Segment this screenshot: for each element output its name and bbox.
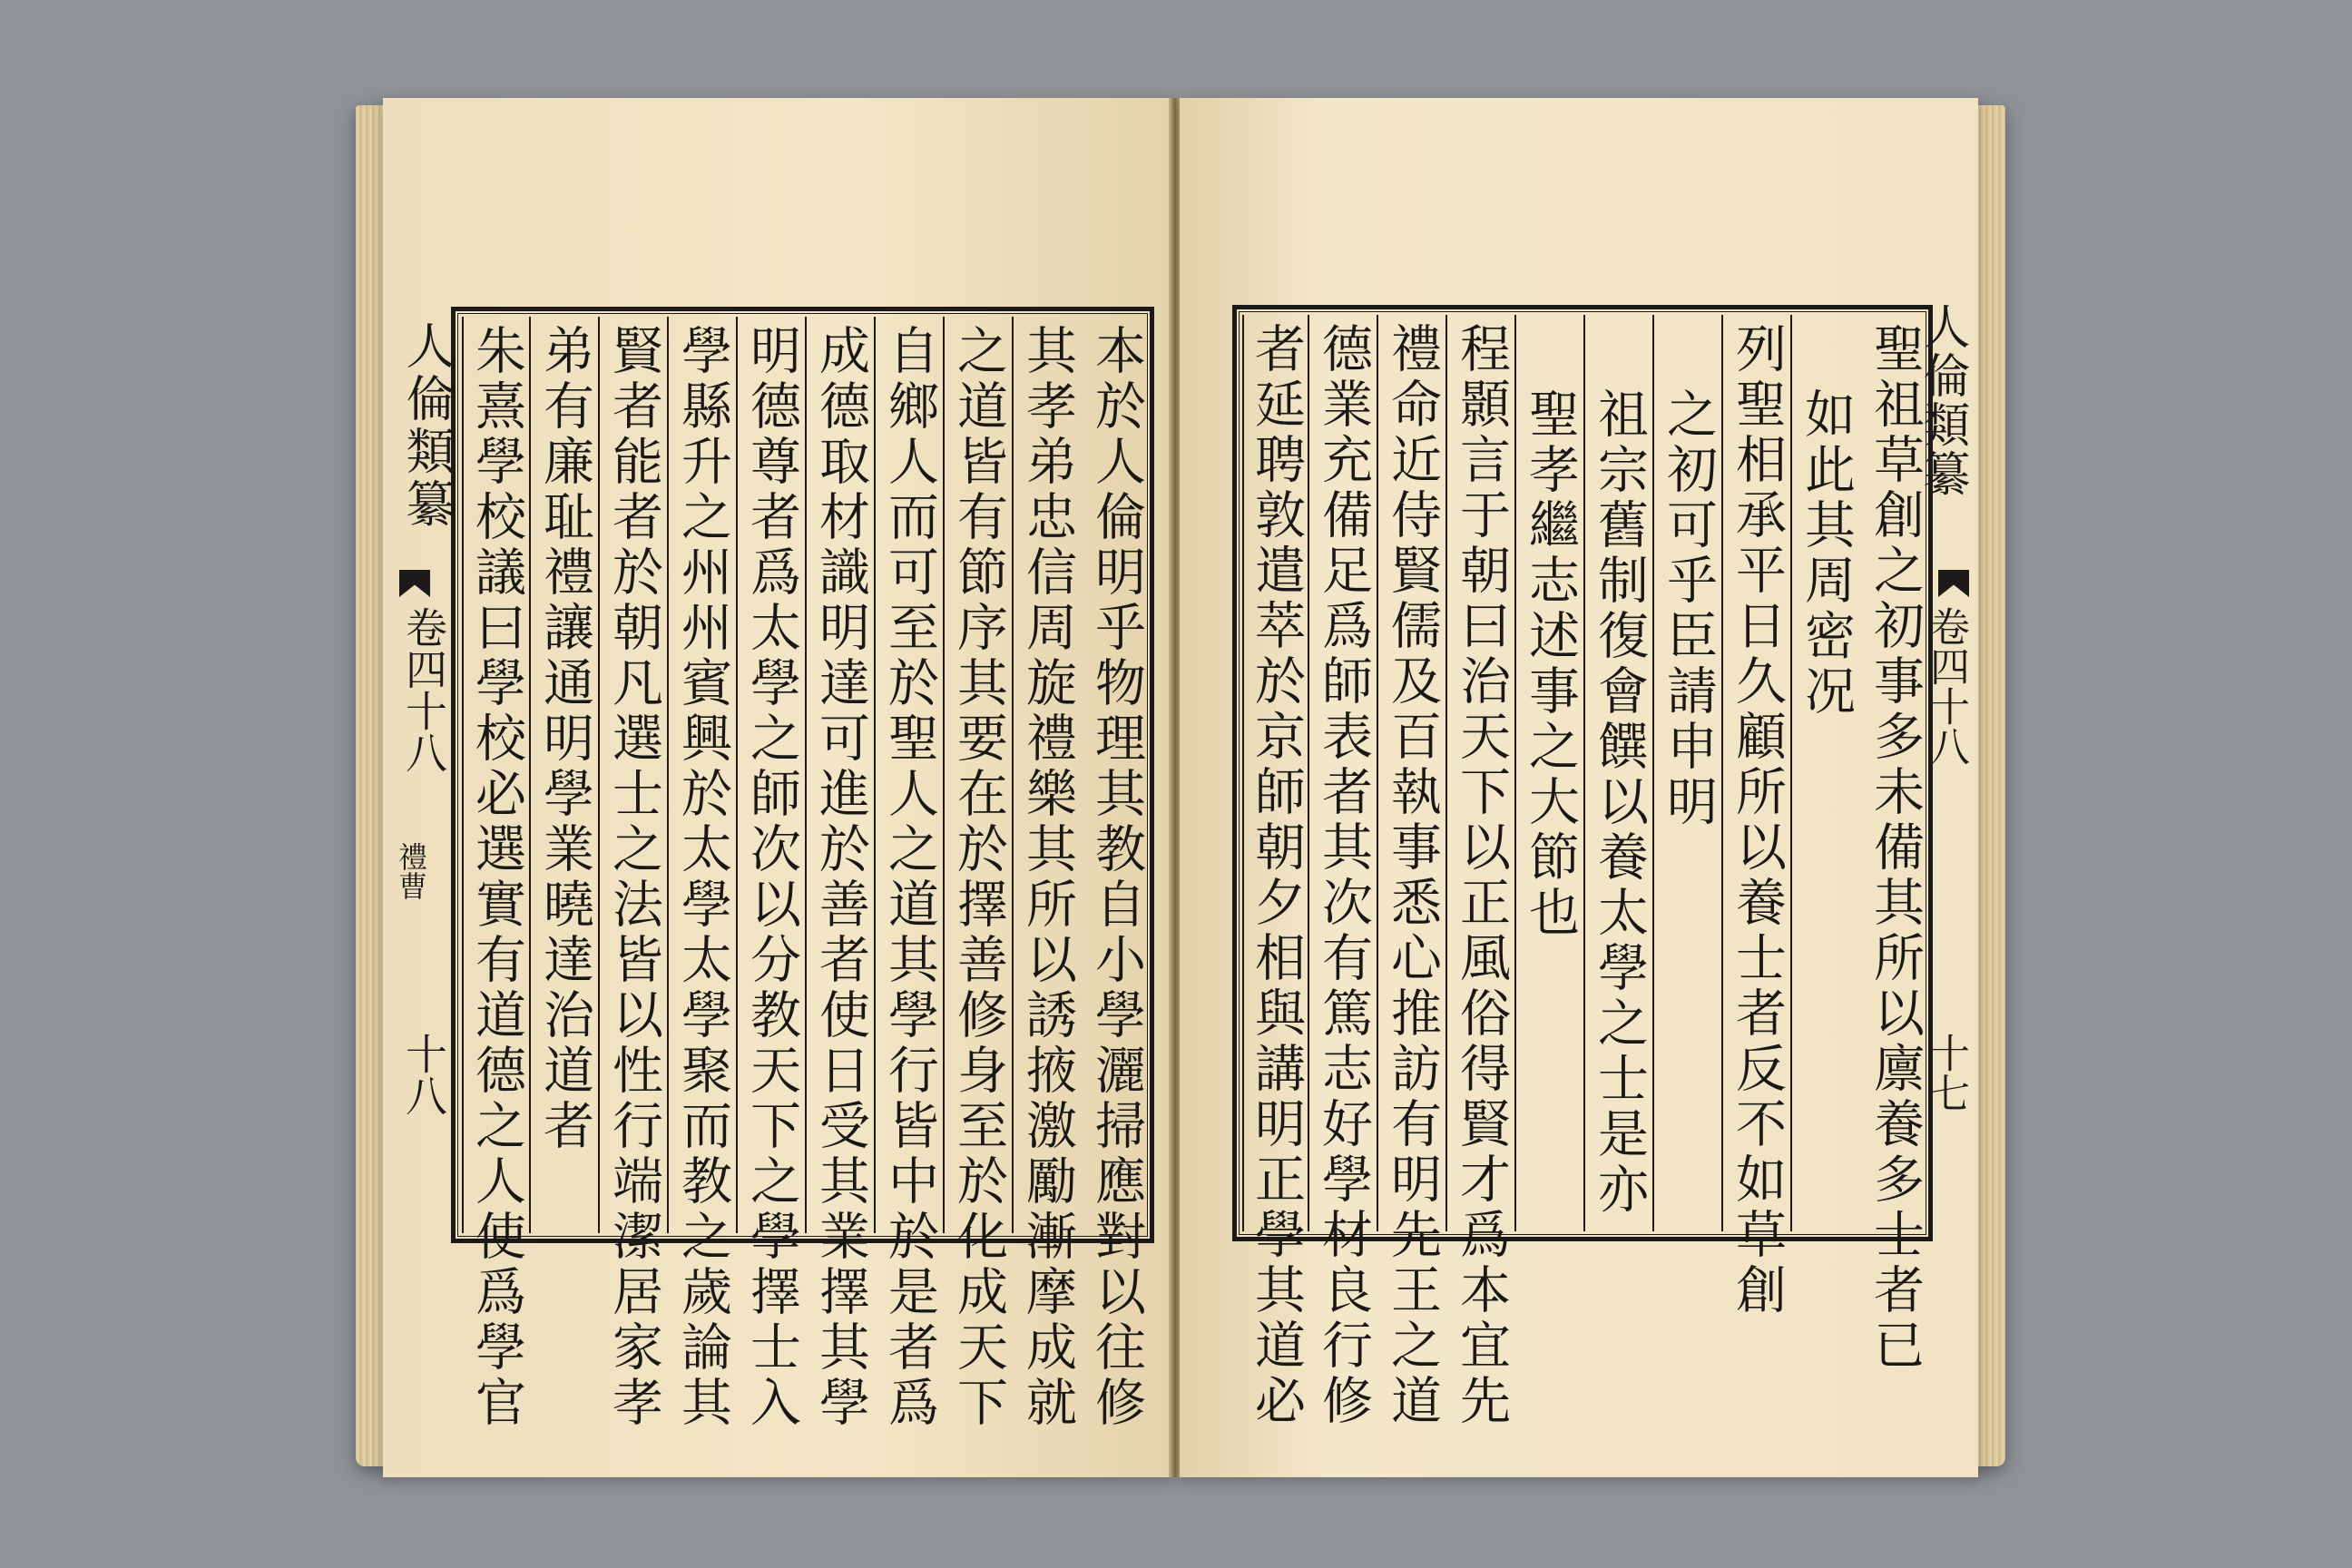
- column-text: 學縣升之州州賓興於太學太學聚而教之歲論其: [673, 324, 732, 1431]
- text-column: [667, 317, 736, 1431]
- margin-folio: 十八: [399, 1033, 448, 1116]
- text-column: [943, 317, 1012, 1431]
- column-text: 者延聘敦遣萃於京師朝夕相與講明正學其道必: [1247, 322, 1306, 1429]
- column-text: 德業充備足爲師表者其次有篤志好學材良行修: [1314, 322, 1373, 1429]
- text-column: [1083, 317, 1150, 1431]
- column-text: 賢者能者於朝凡選士之法皆以性行端潔居家孝: [604, 324, 663, 1431]
- column-text: 成德取材識明達可進於善者使日受其業擇其學: [811, 324, 870, 1431]
- right-page: [1180, 98, 1978, 1477]
- column-text: 明德尊者爲太學之師次以分教天下之學擇士入: [742, 324, 801, 1431]
- column-text: 之初可乎臣請申明: [1659, 387, 1718, 830]
- column-text: 之道皆有節序其要在於擇善修身至於化成天下: [949, 324, 1008, 1431]
- column-text: 本於人倫明乎物理其教自小學灑掃應對以往修: [1087, 324, 1146, 1431]
- column-text: 聖孝繼志述事之大節也: [1521, 387, 1580, 941]
- margin-book-title: 人倫類纂: [398, 320, 456, 531]
- margin-book-title: 人倫類纂: [1915, 302, 1969, 498]
- text-column: [1242, 315, 1308, 1429]
- text-column: [1308, 315, 1377, 1429]
- column-text: 如此其周密况: [1797, 387, 1856, 720]
- text-column: [1514, 315, 1583, 1231]
- margin-volume: 卷四十八: [1923, 606, 1969, 766]
- text-column: [1012, 317, 1081, 1431]
- text-column: [1446, 315, 1514, 1429]
- fishtail-mark: [1938, 570, 1969, 597]
- text-column: [1790, 315, 1859, 1231]
- column-text: 朱熹學校議曰學校必選實有道德之人使爲學官: [467, 324, 526, 1431]
- column-text: 列聖相承平日久顧所以養士者反不如草創: [1728, 322, 1787, 1318]
- column-text: 弟有廉耻禮讓通明學業曉達治道者: [535, 324, 594, 1154]
- text-column: [1652, 315, 1721, 1231]
- column-text: 聖祖草創之初事多未備其所以廪養多士者已: [1866, 322, 1925, 1374]
- open-book: [356, 98, 2005, 1486]
- column-text: 禮命近侍賢儒及百執事悉心推訪有明先王之道: [1383, 322, 1442, 1429]
- text-column: [805, 317, 874, 1431]
- text-column: [1377, 315, 1446, 1429]
- column-text: 祖宗舊制復會饌以養太學之士是亦: [1590, 387, 1649, 1218]
- margin-folio: 十七: [1923, 1033, 1969, 1112]
- text-column: [874, 317, 943, 1431]
- text-column: [1583, 315, 1652, 1231]
- text-column: [1721, 315, 1790, 1318]
- column-text: 自鄉人而可至於聖人之道其學行皆中於是者爲: [880, 324, 939, 1431]
- left-page: [383, 98, 1172, 1477]
- text-column: [529, 317, 598, 1233]
- margin-section: 禮曹: [394, 842, 428, 900]
- column-text: 其孝弟忠信周旋禮樂其所以誘掖激勵漸摩成就: [1018, 324, 1077, 1431]
- fishtail-mark: [399, 570, 430, 597]
- margin-volume: 卷四十八: [399, 606, 448, 773]
- text-column: [598, 317, 667, 1431]
- text-column: [462, 317, 529, 1431]
- right-page-text-frame: [1232, 305, 1933, 1429]
- text-column: [736, 317, 805, 1431]
- column-text: 程顥言于朝曰治天下以正風俗得賢才爲本宜先: [1452, 322, 1511, 1429]
- left-page-text-frame: [451, 307, 1154, 1431]
